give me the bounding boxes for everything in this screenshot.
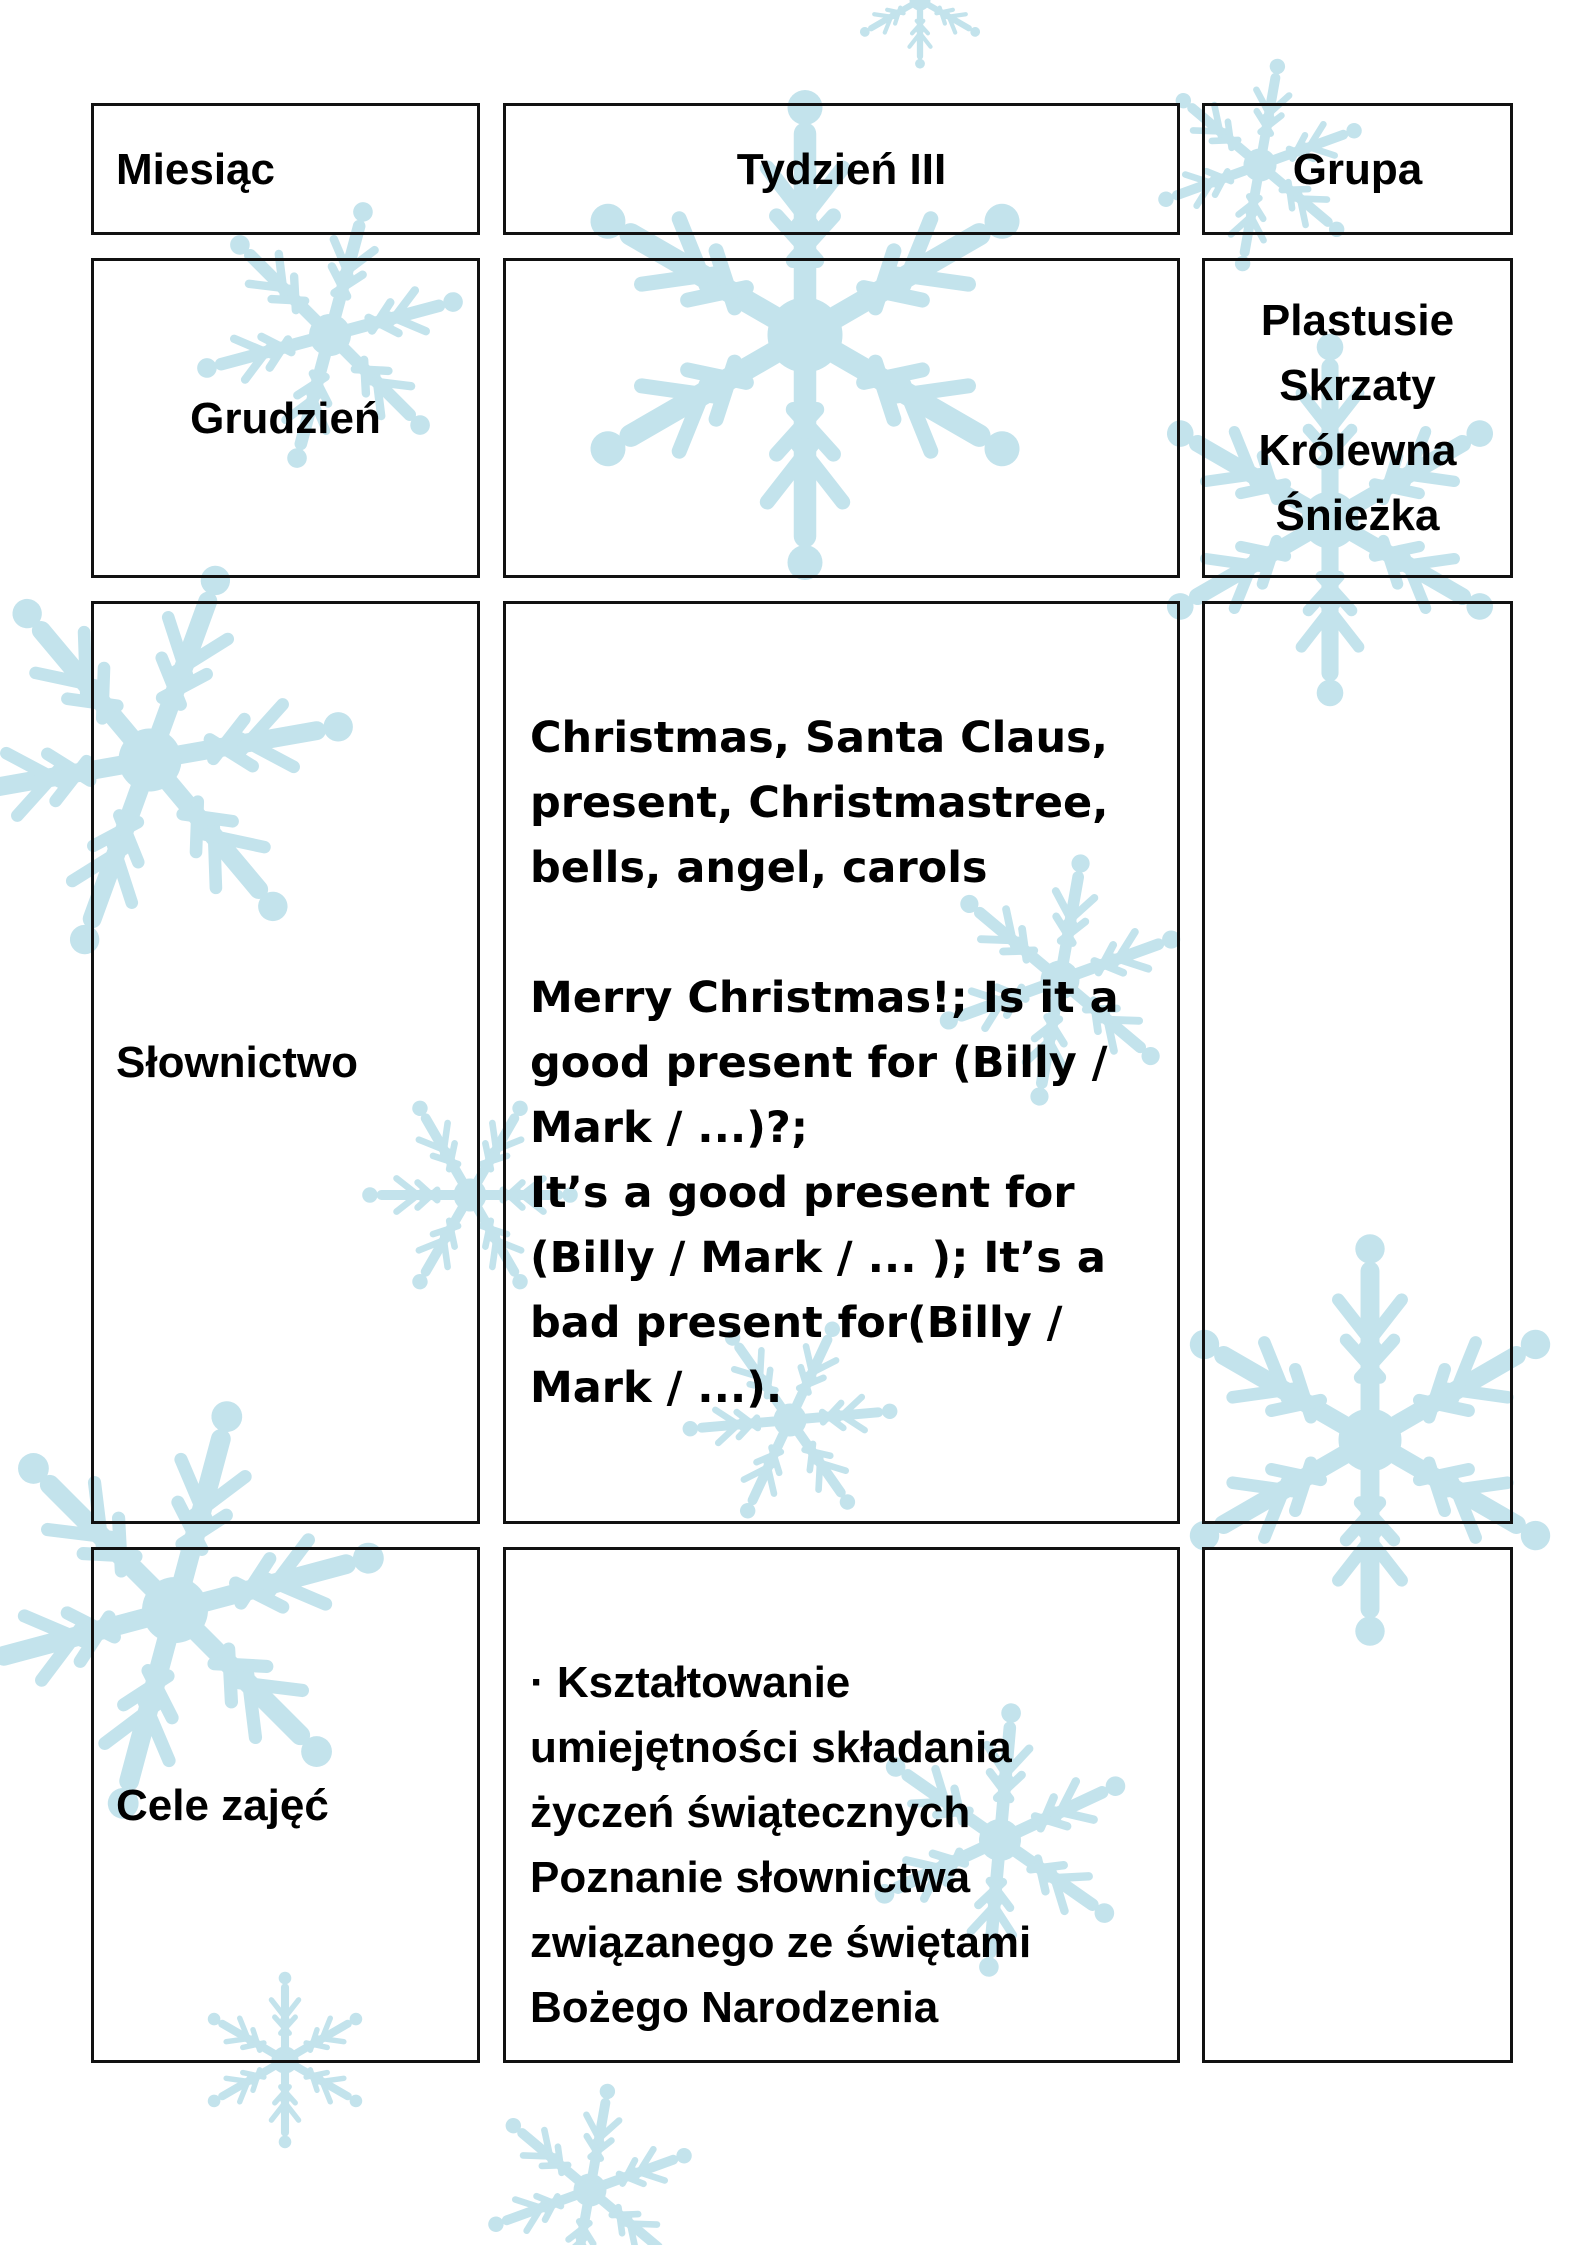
goals-group-cell xyxy=(1202,1547,1513,2063)
vocabulary-phrases: Merry Christmas!; Is it a good present for (Billy / Mark / ...)?; It’s a good present for (Billy / Mark / ... ); It’s a bad present for(Billy / Mark / ...). xyxy=(530,973,1119,1413)
goals-text: · Kształtowanie umiejętności składania życzeń świątecznych Poznanie słownictwa związanego ze świętami Bożego Narodzenia xyxy=(530,1658,1032,2032)
group-header-label: Grupa xyxy=(1292,144,1423,194)
group-name: Królewna xyxy=(1258,426,1457,475)
goals-label: Cele zajęć xyxy=(116,1780,329,1830)
snowflake-icon xyxy=(854,0,986,69)
group-name: Plastusie xyxy=(1260,296,1455,345)
vocabulary-content-cell xyxy=(503,601,1180,1524)
group-value-cell xyxy=(1202,258,1513,578)
week-header-cell xyxy=(503,103,1180,235)
month-value-cell xyxy=(91,258,480,578)
snowflake-icon xyxy=(469,2066,711,2245)
week-value-cell xyxy=(503,258,1180,578)
vocabulary-words: Christmas, Santa Claus, present, Christmastree, bells, angel, carols xyxy=(530,713,1109,893)
month-header-cell xyxy=(91,103,480,235)
goals-label-cell xyxy=(91,1547,480,2063)
group-header-cell xyxy=(1202,103,1513,235)
month-header-label: Miesiąc xyxy=(116,144,275,194)
vocabulary-group-cell xyxy=(1202,601,1513,1524)
month-value: Grudzień xyxy=(190,393,381,443)
week-header-label: Tydzień III xyxy=(736,144,947,194)
goals-content-cell xyxy=(503,1547,1180,2063)
group-name: Śnieżka xyxy=(1275,491,1440,540)
group-list xyxy=(1258,288,1456,548)
vocabulary-label: Słownictwo xyxy=(116,1038,358,1087)
group-name: Skrzaty xyxy=(1279,361,1436,410)
vocabulary-label-cell xyxy=(91,601,480,1524)
